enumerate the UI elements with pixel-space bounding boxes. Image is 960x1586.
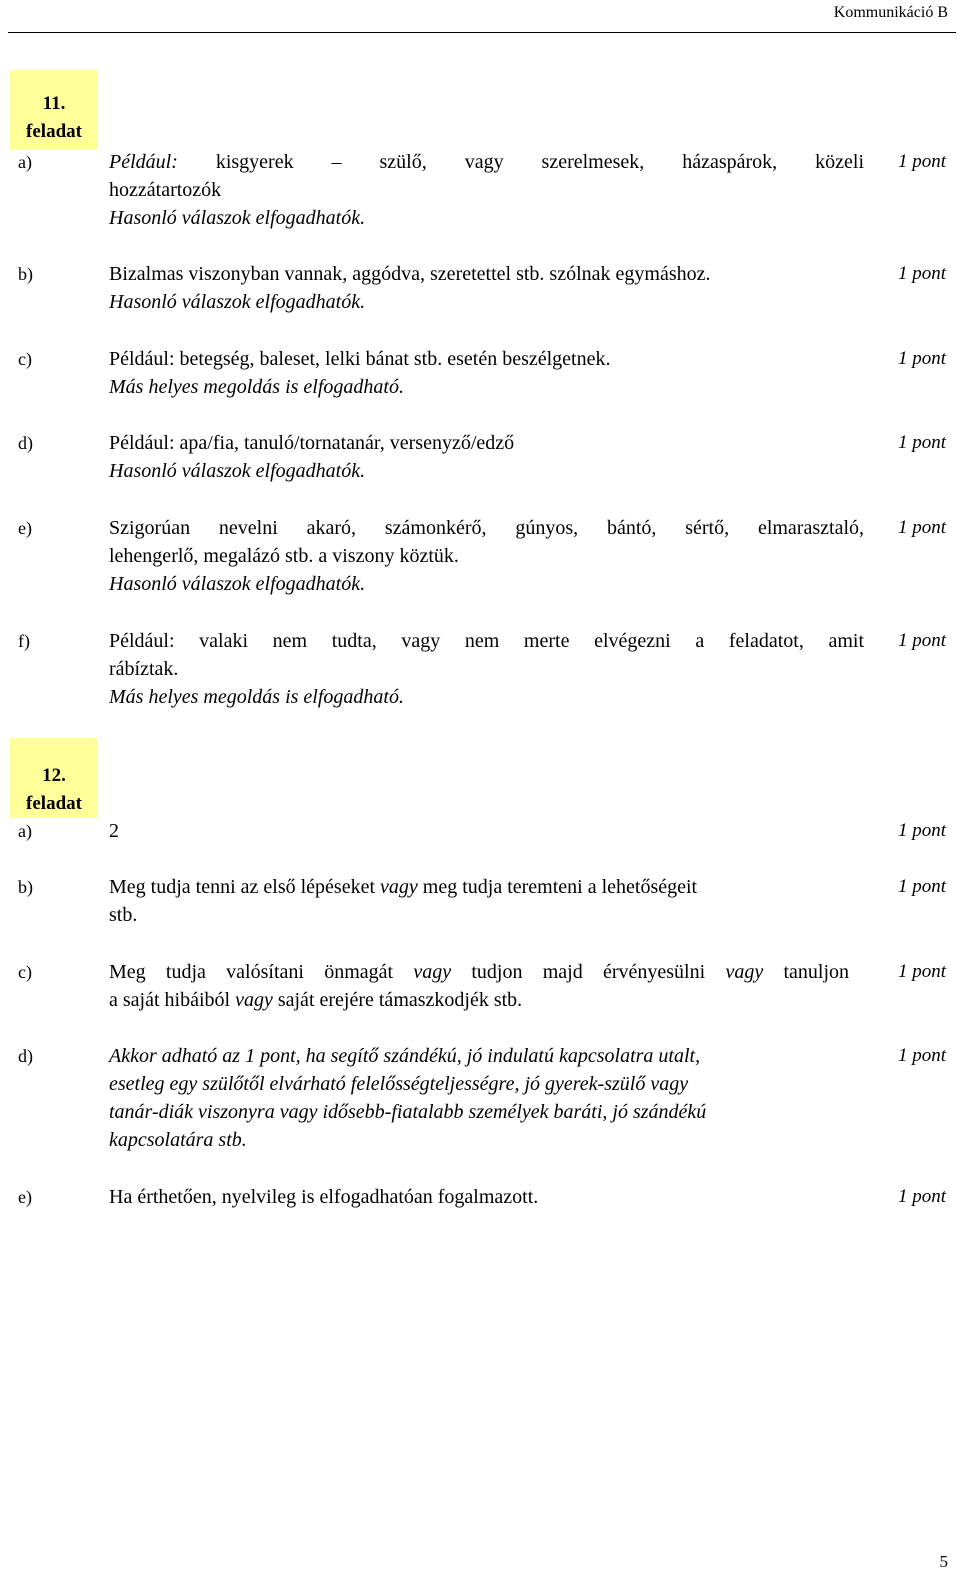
points-label: 1 pont xyxy=(897,151,946,172)
answer-text: Szigorúan nevelni akaró, számonkérő, gúnyos, bántó, sértő, elmarasztaló, xyxy=(109,517,864,539)
task-11-word: feladat xyxy=(26,121,82,142)
points-label: 1 pont xyxy=(897,876,946,897)
item-letter: b) xyxy=(18,877,33,897)
or-word: vagy xyxy=(413,961,452,983)
answer-text: Bizalmas viszonyban vannak, aggódva, szeretettel stb. szólnak egymáshoz. xyxy=(109,263,711,285)
answer-text-cont: hozzátartozók xyxy=(109,179,222,201)
item-letter: a) xyxy=(18,821,32,841)
item-content: Meg tudja tenni az első lépéseket vagy meg tudja teremteni a lehetőségeit stb. xyxy=(109,873,849,929)
task-11-number: 11. xyxy=(42,93,66,114)
points-label: 1 pont xyxy=(897,1186,946,1207)
acceptance-note: Hasonló válaszok elfogadhatók. xyxy=(109,207,366,229)
item-content xyxy=(109,148,864,232)
item-letter: d) xyxy=(18,433,33,453)
answer-text: kisgyerek – szülő, vagy szerelmesek, házaspárok, közeli xyxy=(215,151,865,173)
points-label: 1 pont xyxy=(897,348,946,369)
criteria-line-4: kapcsolatára stb. xyxy=(109,1129,247,1151)
task-12-word: feladat xyxy=(26,793,82,814)
item-content xyxy=(109,345,864,401)
answer-text-cont: lehengerlő, megalázó stb. a viszony köztük. xyxy=(109,545,459,567)
item-content: Meg tudja valósítani önmagát vagy tudjon majd érvényesülni vagy tanuljon a saját hibáiból vagy saját erejére támaszkodjék stb. xyxy=(109,961,850,1011)
item-content xyxy=(109,1183,864,1211)
acceptance-note: Más helyes megoldás is elfogadható. xyxy=(109,376,404,398)
example-lead: Például: xyxy=(109,151,178,173)
item-letter: c) xyxy=(18,962,32,982)
or-word: vagy xyxy=(725,961,764,983)
answer-text: Például: valaki nem tudta, vagy nem merte elvégezni a feladatot, amit xyxy=(109,630,864,652)
criteria-line-3: tanár-diák viszonyra vagy idősebb-fiatalabb személyek baráti, jó szándékú xyxy=(109,1101,707,1123)
criteria-line-2: esetleg egy szülőtől elvárható felelősségteljességre, jó gyerek-szülő vagy xyxy=(109,1073,689,1095)
answer-text: Például: apa/fia, tanuló/tornatanár, versenyző/edző xyxy=(109,432,515,454)
task-11-label xyxy=(10,70,98,150)
acceptance-note: Hasonló válaszok elfogadhatók. xyxy=(109,573,366,595)
points-label: 1 pont xyxy=(897,432,946,453)
item-content xyxy=(109,817,864,845)
item-letter: b) xyxy=(18,264,33,284)
answer-text: Például: betegség, baleset, lelki bánat stb. esetén beszélgetnek. xyxy=(109,348,611,370)
item-letter: d) xyxy=(18,1046,33,1066)
acceptance-note: Hasonló válaszok elfogadhatók. xyxy=(109,291,366,313)
acceptance-note: Hasonló válaszok elfogadhatók. xyxy=(109,460,366,482)
acceptance-note: Más helyes megoldás is elfogadható. xyxy=(109,686,404,708)
or-word: vagy xyxy=(380,876,418,898)
answer-text: Ha érthetően, nyelvileg is elfogadhatóan fogalmazott. xyxy=(109,1186,539,1208)
or-word: vagy xyxy=(235,989,273,1011)
running-header: Kommunikáció B xyxy=(833,4,948,21)
item-letter: c) xyxy=(18,349,32,369)
points-label: 1 pont xyxy=(897,820,946,841)
item-content xyxy=(109,260,864,316)
answer-text-cont: stb. xyxy=(109,904,138,926)
task-12-number: 12. xyxy=(42,765,66,786)
points-label: 1 pont xyxy=(897,517,946,538)
item-letter: e) xyxy=(18,1187,32,1207)
page-number: 5 xyxy=(939,1552,948,1571)
points-label: 1 pont xyxy=(897,961,946,982)
item-content xyxy=(109,514,864,598)
task-12-label xyxy=(10,738,98,818)
item-content xyxy=(109,1042,849,1154)
item-letter: e) xyxy=(18,518,32,538)
points-label: 1 pont xyxy=(897,1045,946,1066)
points-label: 1 pont xyxy=(897,630,946,651)
item-content xyxy=(109,429,864,485)
item-letter: f) xyxy=(18,631,30,651)
answer-text: 2 xyxy=(109,820,119,842)
points-label: 1 pont xyxy=(897,263,946,284)
header-rule xyxy=(8,32,956,33)
answer-text-cont: rábíztak. xyxy=(109,658,179,680)
item-content xyxy=(109,627,864,711)
item-letter: a) xyxy=(18,152,32,172)
criteria-line-1: Akkor adható az 1 pont, ha segítő szándékú, jó indulatú kapcsolatra utalt, xyxy=(109,1045,701,1067)
